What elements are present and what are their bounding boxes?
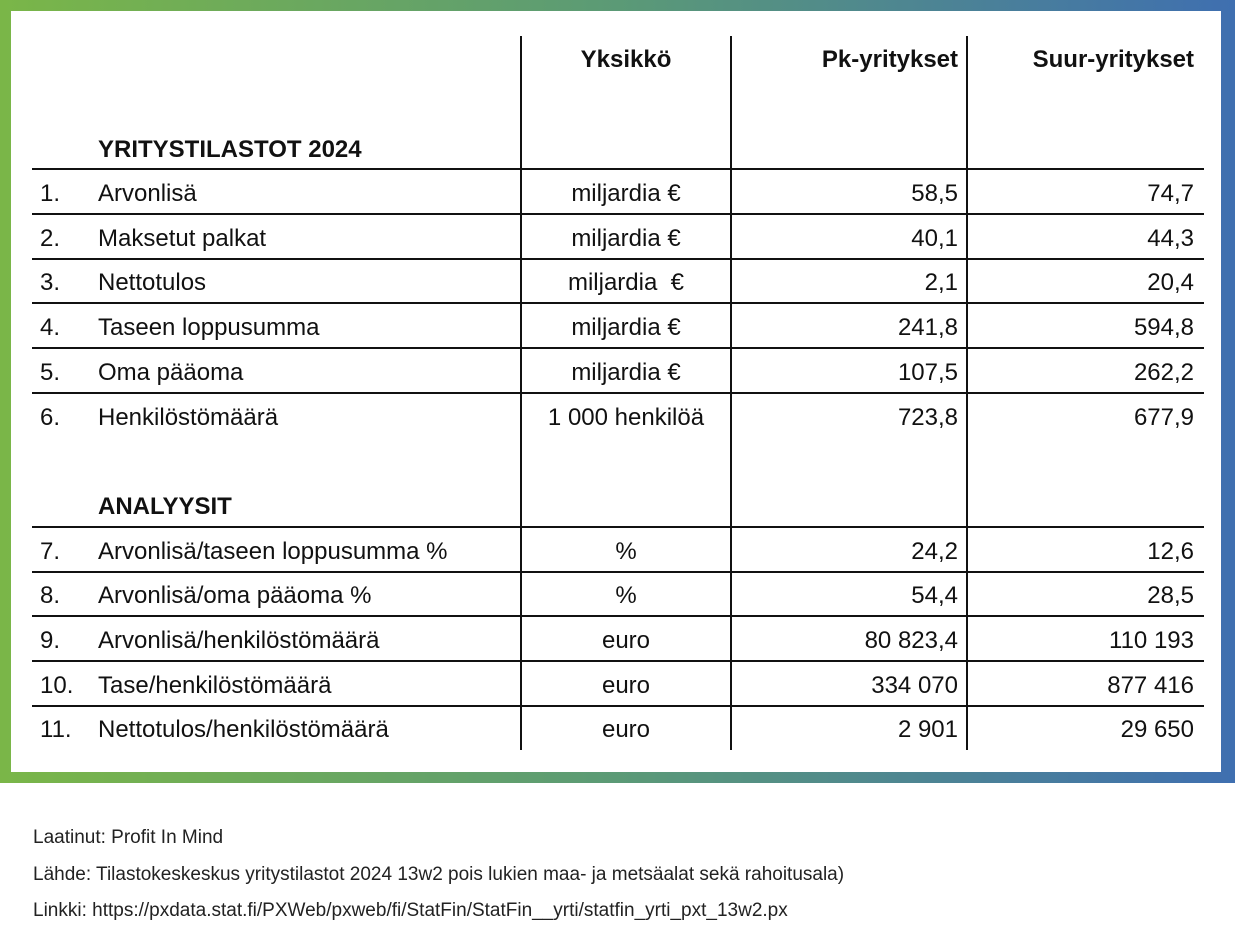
row-divider [32, 302, 1204, 304]
row-label: Arvonlisä/oma pääoma % [98, 582, 372, 609]
row-divider [32, 347, 1204, 349]
header-unit: Yksikkö [580, 46, 672, 73]
row-label: Nettotulos/henkilöstömäärä [98, 716, 389, 743]
row-divider [32, 615, 1204, 617]
row-value-pk: 2,1 [924, 269, 958, 296]
row-value-suur: 594,8 [1133, 314, 1194, 341]
footer-link[interactable]: Linkki: https://pxdata.stat.fi/PXWeb/pxweb/fi/StatFin/StatFin__yrti/statfin_yrti_pxt_13w2.px [33, 900, 788, 921]
row-label: Taseen loppusumma [98, 314, 320, 341]
row-value-suur: 20,4 [1147, 269, 1194, 296]
row-label: Oma pääoma [98, 359, 244, 386]
header-pk: Pk-yritykset [821, 46, 958, 73]
row-value-suur: 28,5 [1147, 582, 1194, 609]
row-unit: miljardia € [567, 269, 685, 296]
row-divider [32, 213, 1204, 215]
footer-author: Laatinut: Profit In Mind [33, 827, 224, 848]
row-divider [32, 392, 1204, 394]
row-divider [32, 526, 1204, 528]
row-divider [32, 660, 1204, 662]
row-unit: miljardia € [571, 180, 681, 207]
row-label: Arvonlisä/taseen loppusumma % [98, 538, 448, 565]
row-value-suur: 110 193 [1109, 627, 1194, 654]
row-value-suur: 877 416 [1107, 672, 1194, 699]
row-unit: 1 000 henkilöä [547, 404, 705, 431]
row-label: Tase/henkilöstömäärä [98, 672, 332, 699]
row-value-suur: 29 650 [1120, 716, 1194, 743]
section-title-analyses: ANALYYSIT [98, 493, 232, 520]
row-number: 4. [40, 314, 61, 341]
row-value-suur: 12,6 [1147, 538, 1194, 565]
row-divider [32, 571, 1204, 573]
row-number: 7. [40, 538, 61, 565]
row-value-suur: 262,2 [1133, 359, 1194, 386]
row-unit: % [615, 538, 637, 565]
row-value-suur: 74,7 [1147, 180, 1194, 207]
footer-source: Lähde: Tilastokeskeskus yritystilastot 2024 13w2 pois lukien maa- ja metsäalat sekä rahoitusala) [33, 864, 845, 885]
row-value-pk: 2 901 [897, 716, 958, 743]
row-value-pk: 58,5 [911, 180, 958, 207]
row-number: 5. [40, 359, 61, 386]
row-divider [32, 258, 1204, 260]
row-label: Henkilöstömäärä [98, 404, 279, 431]
row-unit: miljardia € [571, 359, 681, 386]
row-value-pk: 334 070 [871, 672, 958, 699]
row-value-suur: 44,3 [1147, 225, 1194, 252]
row-divider [32, 168, 1204, 170]
row-number: 11. [40, 716, 72, 743]
row-number: 10. [40, 672, 74, 699]
row-number: 6. [40, 404, 61, 431]
row-number: 3. [40, 269, 61, 296]
row-number: 9. [40, 627, 61, 654]
row-number: 8. [40, 582, 61, 609]
row-label: Nettotulos [98, 269, 207, 296]
row-value-suur: 677,9 [1133, 404, 1194, 431]
row-value-pk: 24,2 [911, 538, 958, 565]
row-label: Arvonlisä [98, 180, 197, 207]
row-unit: % [615, 582, 637, 609]
row-value-pk: 107,5 [897, 359, 958, 386]
section-title-statistics: YRITYSTILASTOT 2024 [98, 136, 362, 163]
row-value-pk: 54,4 [911, 582, 958, 609]
header-suur: Suur-yritykset [1032, 46, 1194, 73]
row-number: 2. [40, 225, 61, 252]
row-unit: euro [601, 716, 651, 743]
row-divider [32, 705, 1204, 707]
row-unit: euro [601, 627, 651, 654]
row-label: Arvonlisä/henkilöstömäärä [98, 627, 380, 654]
row-unit: euro [601, 672, 651, 699]
row-value-pk: 80 823,4 [864, 627, 958, 654]
row-value-pk: 40,1 [911, 225, 958, 252]
row-label: Maksetut palkat [98, 225, 267, 252]
row-number: 1. [40, 180, 61, 207]
row-value-pk: 723,8 [897, 404, 958, 431]
row-unit: miljardia € [571, 314, 681, 341]
row-unit: miljardia € [571, 225, 681, 252]
row-value-pk: 241,8 [897, 314, 958, 341]
